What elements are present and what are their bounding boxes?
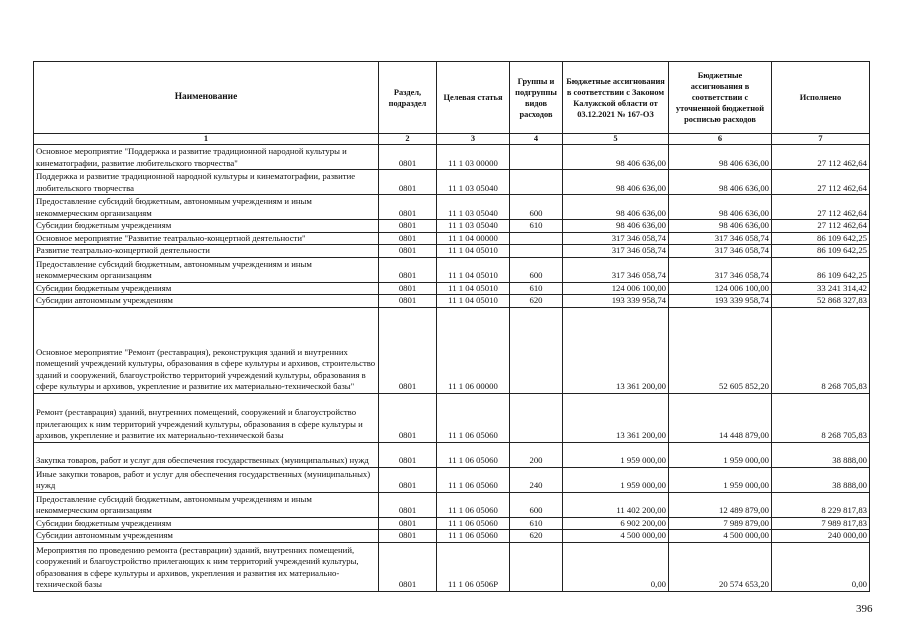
row-executed: 240 000,00: [772, 530, 870, 543]
table-row: [34, 195, 870, 220]
row-executed: 8 229 817,83: [772, 492, 870, 517]
row-name: Мероприятия по проведению ремонта (реставрации) зданий, внутренних помещений, сооружений и благоустройство прилегающих к ним территорий учреждений культуры, образования в сфере культуры и архивов, укрепления и развития их материально-технической базы: [34, 542, 379, 591]
row-section: 0801: [379, 232, 437, 245]
header-name: Наименование: [34, 62, 379, 134]
row-executed: 33 241 314,42: [772, 282, 870, 295]
row-name: Основное мероприятие "Поддержка и развитие традиционной народной культуры и кинематографии, развитие любительского творчества": [34, 145, 379, 170]
row-name: Основное мероприятие "Развитие театрально-концертной деятельности": [34, 232, 379, 245]
row-name: Предоставление субсидий бюджетным, автономным учреждениям и иным некоммерческим организациям: [34, 257, 379, 282]
row-updated-allocation: 1 959 000,00: [669, 467, 772, 492]
row-section: 0801: [379, 245, 437, 258]
row-law-allocation: 193 339 958,74: [563, 295, 669, 308]
row-expense-group: 610: [510, 220, 563, 233]
row-expense-group: 240: [510, 467, 563, 492]
row-section: 0801: [379, 307, 437, 393]
row-law-allocation: 124 006 100,00: [563, 282, 669, 295]
budget-table: [33, 61, 870, 592]
row-law-allocation: 317 346 058,74: [563, 245, 669, 258]
row-executed: 27 112 462,64: [772, 170, 870, 195]
row-section: 0801: [379, 393, 437, 442]
row-executed: 0,00: [772, 542, 870, 591]
table-row: [34, 232, 870, 245]
header-law-allocations: Бюджетные ассигнования в соответствии с Законом Калужской области от 03.12.2021 № 167-ОЗ: [563, 62, 669, 134]
header-groups: Группы и подгруппы видов расходов: [510, 62, 563, 134]
row-law-allocation: 98 406 636,00: [563, 195, 669, 220]
row-updated-allocation: 12 489 879,00: [669, 492, 772, 517]
row-target-article: 11 1 04 05010: [437, 295, 510, 308]
row-name: Предоставление субсидий бюджетным, автономным учреждениям и иным некоммерческим организациям: [34, 195, 379, 220]
row-law-allocation: 4 500 000,00: [563, 530, 669, 543]
row-expense-group: 600: [510, 492, 563, 517]
row-expense-group: [510, 245, 563, 258]
row-expense-group: [510, 170, 563, 195]
row-target-article: 11 1 06 0506Р: [437, 542, 510, 591]
row-target-article: 11 1 06 05060: [437, 442, 510, 467]
row-name: Закупка товаров, работ и услуг для обеспечения государственных (муниципальных) нужд: [34, 442, 379, 467]
column-number: 5: [563, 134, 669, 145]
row-updated-allocation: 4 500 000,00: [669, 530, 772, 543]
table-row: [34, 517, 870, 530]
row-expense-group: 620: [510, 530, 563, 543]
table-header-row: [34, 62, 870, 134]
row-target-article: 11 1 06 05060: [437, 530, 510, 543]
table-row: [34, 530, 870, 543]
row-target-article: 11 1 06 00000: [437, 307, 510, 393]
row-target-article: 11 1 03 05040: [437, 170, 510, 195]
row-expense-group: [510, 542, 563, 591]
row-name: Иные закупки товаров, работ и услуг для обеспечения государственных (муниципальных) нужд: [34, 467, 379, 492]
row-name: Субсидии бюджетным учреждениям: [34, 220, 379, 233]
row-expense-group: 620: [510, 295, 563, 308]
row-executed: 38 888,00: [772, 442, 870, 467]
row-law-allocation: 13 361 200,00: [563, 307, 669, 393]
row-law-allocation: 98 406 636,00: [563, 145, 669, 170]
table-row: [34, 245, 870, 258]
row-executed: 38 888,00: [772, 467, 870, 492]
row-law-allocation: 317 346 058,74: [563, 257, 669, 282]
row-law-allocation: 1 959 000,00: [563, 442, 669, 467]
row-law-allocation: 98 406 636,00: [563, 170, 669, 195]
row-updated-allocation: 317 346 058,74: [669, 232, 772, 245]
row-updated-allocation: 317 346 058,74: [669, 257, 772, 282]
row-expense-group: 610: [510, 517, 563, 530]
row-updated-allocation: 98 406 636,00: [669, 195, 772, 220]
row-target-article: 11 1 04 00000: [437, 232, 510, 245]
row-section: 0801: [379, 530, 437, 543]
row-law-allocation: 13 361 200,00: [563, 393, 669, 442]
row-name: Субсидии бюджетным учреждениям: [34, 282, 379, 295]
row-updated-allocation: 98 406 636,00: [669, 220, 772, 233]
row-updated-allocation: 20 574 653,20: [669, 542, 772, 591]
row-target-article: 11 1 03 00000: [437, 145, 510, 170]
row-expense-group: [510, 145, 563, 170]
table-row: [34, 393, 870, 442]
row-target-article: 11 1 04 05010: [437, 245, 510, 258]
row-section: 0801: [379, 170, 437, 195]
row-section: 0801: [379, 195, 437, 220]
row-section: 0801: [379, 295, 437, 308]
row-law-allocation: 6 902 200,00: [563, 517, 669, 530]
table-row: [34, 467, 870, 492]
table-row: [34, 307, 870, 393]
row-section: 0801: [379, 542, 437, 591]
row-name: Субсидии автономным учреждениям: [34, 530, 379, 543]
row-executed: 86 109 642,25: [772, 257, 870, 282]
column-number: 6: [669, 134, 772, 145]
row-section: 0801: [379, 492, 437, 517]
row-updated-allocation: 52 605 852,20: [669, 307, 772, 393]
row-executed: 86 109 642,25: [772, 232, 870, 245]
row-expense-group: 200: [510, 442, 563, 467]
table-row: [34, 295, 870, 308]
column-number: 3: [437, 134, 510, 145]
column-number: 1: [34, 134, 379, 145]
row-law-allocation: 11 402 200,00: [563, 492, 669, 517]
row-expense-group: [510, 232, 563, 245]
header-executed: Исполнено: [772, 62, 870, 134]
row-expense-group: 610: [510, 282, 563, 295]
row-target-article: 11 1 03 05040: [437, 220, 510, 233]
row-section: 0801: [379, 442, 437, 467]
row-expense-group: 600: [510, 195, 563, 220]
row-name: Ремонт (реставрация) зданий, внутренних помещений, сооружений и благоустройство прилегающих к ним территорий учреждений культуры, образования в сфере культуры и архивов, укрепление и развитие их материально-технической базы: [34, 393, 379, 442]
row-law-allocation: 0,00: [563, 542, 669, 591]
table-row: [34, 257, 870, 282]
header-target: Целевая статья: [437, 62, 510, 134]
row-law-allocation: 98 406 636,00: [563, 220, 669, 233]
row-executed: 52 868 327,83: [772, 295, 870, 308]
row-law-allocation: 1 959 000,00: [563, 467, 669, 492]
row-target-article: 11 1 06 05060: [437, 517, 510, 530]
row-updated-allocation: 14 448 879,00: [669, 393, 772, 442]
row-section: 0801: [379, 257, 437, 282]
row-expense-group: 600: [510, 257, 563, 282]
row-expense-group: [510, 393, 563, 442]
table-row: [34, 542, 870, 591]
row-updated-allocation: 98 406 636,00: [669, 145, 772, 170]
row-section: 0801: [379, 282, 437, 295]
row-updated-allocation: 193 339 958,74: [669, 295, 772, 308]
row-name: Предоставление субсидий бюджетным, автономным учреждениям и иным некоммерческим организациям: [34, 492, 379, 517]
table-row: [34, 170, 870, 195]
row-law-allocation: 317 346 058,74: [563, 232, 669, 245]
header-updated-allocations: Бюджетные ассигнования в соответствии с уточненной бюджетной росписью расходов: [669, 62, 772, 134]
row-target-article: 11 1 04 05010: [437, 257, 510, 282]
row-name: Поддержка и развитие традиционной народной культуры и кинематографии, развитие любительского творчества: [34, 170, 379, 195]
row-updated-allocation: 1 959 000,00: [669, 442, 772, 467]
table-row: [34, 442, 870, 467]
row-section: 0801: [379, 220, 437, 233]
row-updated-allocation: 98 406 636,00: [669, 170, 772, 195]
row-section: 0801: [379, 467, 437, 492]
row-executed: 7 989 817,83: [772, 517, 870, 530]
row-expense-group: [510, 307, 563, 393]
header-section: Раздел, подраздел: [379, 62, 437, 134]
row-target-article: 11 1 06 05060: [437, 467, 510, 492]
row-target-article: 11 1 06 05060: [437, 492, 510, 517]
row-executed: 27 112 462,64: [772, 195, 870, 220]
column-number: 4: [510, 134, 563, 145]
row-updated-allocation: 124 006 100,00: [669, 282, 772, 295]
row-name: Развитие театрально-концертной деятельности: [34, 245, 379, 258]
table-row: [34, 282, 870, 295]
row-executed: 8 268 705,83: [772, 307, 870, 393]
row-target-article: 11 1 03 05040: [437, 195, 510, 220]
table-row: [34, 492, 870, 517]
page-number: 396: [856, 603, 873, 615]
row-executed: 27 112 462,64: [772, 220, 870, 233]
table-row: [34, 145, 870, 170]
column-number: 7: [772, 134, 870, 145]
row-section: 0801: [379, 145, 437, 170]
row-section: 0801: [379, 517, 437, 530]
row-target-article: 11 1 04 05010: [437, 282, 510, 295]
row-target-article: 11 1 06 05060: [437, 393, 510, 442]
row-executed: 86 109 642,25: [772, 245, 870, 258]
column-number: 2: [379, 134, 437, 145]
row-executed: 27 112 462,64: [772, 145, 870, 170]
table-row: [34, 220, 870, 233]
row-name: Субсидии бюджетным учреждениям: [34, 517, 379, 530]
row-name: Субсидии автономным учреждениям: [34, 295, 379, 308]
row-updated-allocation: 317 346 058,74: [669, 245, 772, 258]
row-updated-allocation: 7 989 879,00: [669, 517, 772, 530]
row-name: Основное мероприятие "Ремонт (реставрация), реконструкция зданий и внутренних помещений учреждений культуры, образования в сфере культуры и архивов, строительство зданий и сооружений, благоустройство территорий учреждений культуры, образования в сфере культуры и архивов, укрепление и развитие их материально-технической базы": [34, 307, 379, 393]
column-number-row: [34, 134, 870, 145]
row-executed: 8 268 705,83: [772, 393, 870, 442]
